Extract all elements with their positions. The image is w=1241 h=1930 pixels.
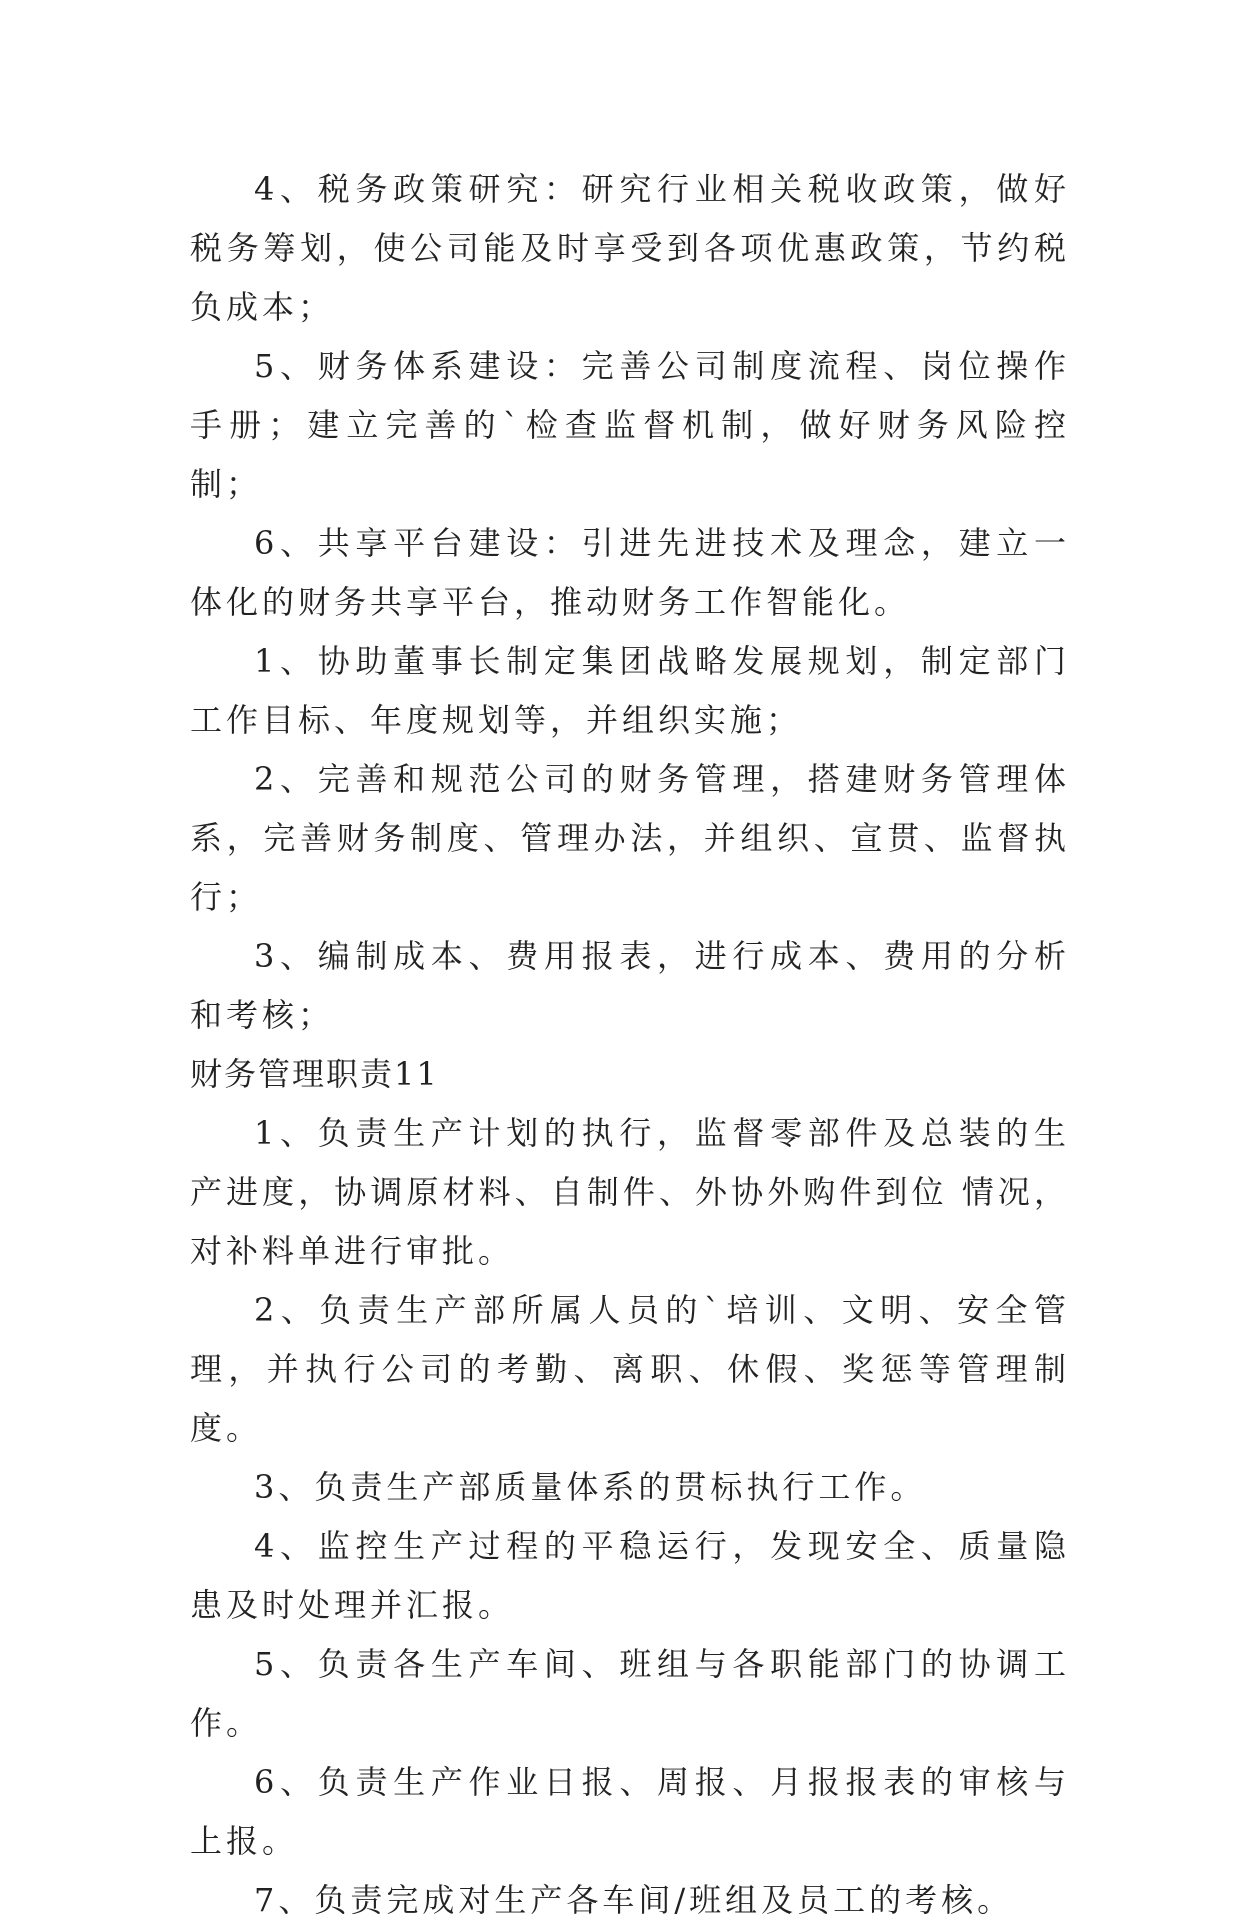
paragraph-assessment: 7、负责完成对生产各车间/班组及员工的考核。 — [254, 1881, 1014, 1919]
section-heading: 财务管理职责11 — [190, 1055, 439, 1093]
paragraph-coordination: 5、负责各生产车间、班组与各职能部门的协调工作。 — [190, 1645, 1070, 1742]
paragraph-finance-system: 5、财务体系建设：完善公司制度流程、岗位操作手册；建立完善的`检查监督机制，做好财务风险控制； — [190, 347, 1070, 503]
paragraph-production-plan: 1、负责生产计划的执行，监督零部件及总装的生产进度，协调原材料、自制件、外协外购件到位 情况，对补料单进行审批。 — [190, 1114, 1070, 1270]
paragraph-tax-policy: 4、税务政策研究：研究行业相关税收政策，做好税务筹划，使公司能及时享受到各项优惠政策，节约税负成本； — [190, 170, 1070, 326]
paragraph-staff-training: 2、负责生产部所属人员的`培训、文明、安全管理，并执行公司的考勤、离职、休假、奖惩等管理制度。 — [190, 1291, 1070, 1447]
paragraph-finance-management: 2、完善和规范公司的财务管理，搭建财务管理体系，完善财务制度、管理办法，并组织、宣贯、监督执行； — [190, 760, 1070, 916]
paragraph-reports-review: 6、负责生产作业日报、周报、月报报表的审核与上报。 — [190, 1763, 1070, 1860]
paragraph-cost-reports: 3、编制成本、费用报表，进行成本、费用的分析和考核； — [190, 937, 1070, 1034]
paragraph-quality-system: 3、负责生产部质量体系的贯标执行工作。 — [254, 1468, 927, 1506]
paragraph-process-monitoring: 4、监控生产过程的平稳运行，发现安全、质量隐患及时处理并汇报。 — [190, 1527, 1070, 1624]
paragraph-strategy-planning: 1、协助董事长制定集团战略发展规划，制定部门工作目标、年度规划等，并组织实施； — [190, 642, 1070, 739]
document-body — [190, 160, 1070, 1930]
paragraph-shared-platform: 6、共享平台建设：引进先进技术及理念，建立一体化的财务共享平台，推动财务工作智能化。 — [190, 524, 1070, 621]
